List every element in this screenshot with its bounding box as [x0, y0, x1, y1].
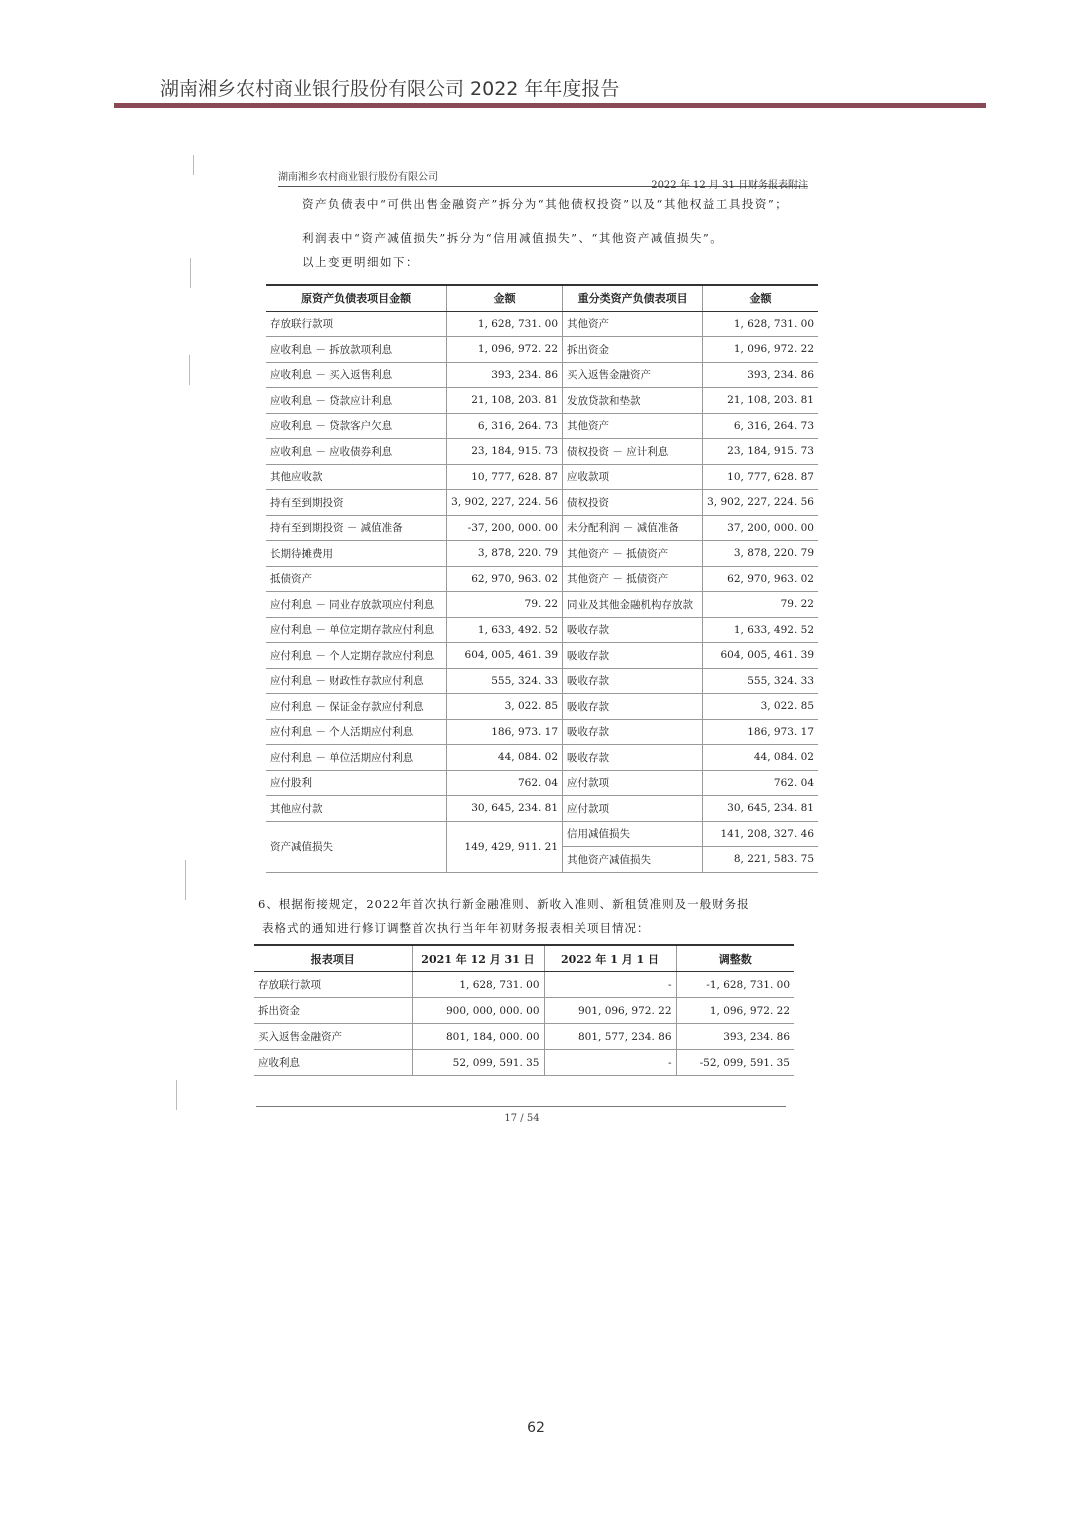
- table-row: [266, 515, 818, 541]
- scan-mark: [176, 1080, 177, 1110]
- adjustment-value: -1, 628, 731. 00: [676, 972, 794, 998]
- reclassified-amount: 762. 04: [703, 770, 818, 796]
- original-item: 应付利息 － 单位活期应付利息: [266, 745, 447, 771]
- original-amount: 555, 324. 33: [447, 668, 563, 694]
- inner-footer-rule: [256, 1106, 786, 1107]
- table-row: [266, 388, 818, 414]
- reclassified-item: 吸收存款: [563, 617, 703, 643]
- reclassified-item: 其他资产减值损失: [563, 847, 703, 873]
- original-item: 应收利息 － 贷款应计利息: [266, 388, 447, 414]
- column-header: 金额: [447, 285, 563, 311]
- adjustment-table: [254, 944, 794, 1076]
- column-header: 2021 年 12 月 31 日: [412, 945, 544, 972]
- table-row: [266, 566, 818, 592]
- reclassified-item: 应付款项: [563, 770, 703, 796]
- reclassified-amount: 1, 628, 731. 00: [703, 311, 818, 337]
- original-amount: 604, 005, 461. 39: [447, 643, 563, 669]
- value-2021-12-31: 52, 099, 591. 35: [412, 1050, 544, 1076]
- report-item: 存放联行款项: [254, 972, 412, 998]
- original-item: 持有至到期投资: [266, 490, 447, 516]
- original-item: 应收利息 － 买入返售利息: [266, 362, 447, 388]
- reclassified-item: 吸收存款: [563, 694, 703, 720]
- report-period: 2022 年 12 月 31 日财务报表附注: [651, 180, 808, 191]
- original-item: 抵债资产: [266, 566, 447, 592]
- scanned-page: [252, 158, 812, 1138]
- table-row: [266, 617, 818, 643]
- value-2021-12-31: 801, 184, 000. 00: [412, 1024, 544, 1050]
- reclassified-item: 同业及其他金融机构存放款: [563, 592, 703, 618]
- value-2021-12-31: 1, 628, 731. 00: [412, 972, 544, 998]
- reclassified-item: 债权投资 － 应计利息: [563, 439, 703, 465]
- reclassified-item: 信用减值损失: [563, 821, 703, 847]
- original-amount: 3, 878, 220. 79: [447, 541, 563, 567]
- paragraph-1: 资产负债表中“可供出售金融资产”拆分为“其他债权投资”以及“其他权益工具投资”；: [302, 197, 789, 211]
- table-row: [266, 719, 818, 745]
- original-item: 应收利息 － 应收债券利息: [266, 439, 447, 465]
- reclassified-amount: 79. 22: [703, 592, 818, 618]
- original-item: 持有至到期投资 － 减值准备: [266, 515, 447, 541]
- paragraph-2: 利润表中“资产减值损失”拆分为“信用减值损失”、“其他资产减值损失”。: [302, 231, 724, 245]
- header-rule: [114, 103, 986, 108]
- reclassified-amount: 8, 221, 583. 75: [703, 847, 818, 873]
- reclassified-item: 应付款项: [563, 796, 703, 822]
- original-item: 其他应收款: [266, 464, 447, 490]
- table-row: [266, 694, 818, 720]
- reclassified-item: 其他资产 － 抵债资产: [563, 541, 703, 567]
- original-item: 长期待摊费用: [266, 541, 447, 567]
- reclassified-amount: 555, 324. 33: [703, 668, 818, 694]
- original-amount: 6, 316, 264. 73: [447, 413, 563, 439]
- original-amount: 10, 777, 628. 87: [447, 464, 563, 490]
- table-row: [254, 1024, 794, 1050]
- original-amount: 3, 022. 85: [447, 694, 563, 720]
- reclassified-amount: 1, 633, 492. 52: [703, 617, 818, 643]
- company-name: 湖南湘乡农村商业银行股份有限公司: [278, 172, 438, 183]
- reclassified-item: 其他资产 － 抵债资产: [563, 566, 703, 592]
- original-amount: 79. 22: [447, 592, 563, 618]
- original-amount: 21, 108, 203. 81: [447, 388, 563, 414]
- value-2022-01-01: -: [544, 972, 676, 998]
- reclassified-item: 其他资产: [563, 311, 703, 337]
- table-row: [266, 745, 818, 771]
- reclassified-amount: 62, 970, 963. 02: [703, 566, 818, 592]
- value-2021-12-31: 900, 000, 000. 00: [412, 998, 544, 1024]
- table-row: [266, 311, 818, 337]
- table-row: [266, 643, 818, 669]
- table-row: [254, 972, 794, 998]
- table-row: [266, 413, 818, 439]
- table-row: [254, 1050, 794, 1076]
- reclassified-item: 拆出资金: [563, 337, 703, 363]
- original-item: 应收利息 － 贷款客户欠息: [266, 413, 447, 439]
- scan-mark: [189, 355, 190, 385]
- reclassified-amount: 3, 902, 227, 224. 56: [703, 490, 818, 516]
- reclassified-amount: 21, 108, 203. 81: [703, 388, 818, 414]
- table-row: [266, 668, 818, 694]
- adjustment-value: -52, 099, 591. 35: [676, 1050, 794, 1076]
- original-item: 应付利息 － 个人定期存款应付利息: [266, 643, 447, 669]
- column-header: 原资产负债表项目金额: [266, 285, 447, 311]
- reclassified-item: 应收款项: [563, 464, 703, 490]
- table-row: [266, 770, 818, 796]
- paragraph-5: 表格式的通知进行修订调整首次执行当年年初财务报表相关项目情况：: [262, 921, 650, 935]
- table-row: [266, 337, 818, 363]
- reclassified-item: 吸收存款: [563, 745, 703, 771]
- original-item: 应付利息 － 个人活期应付利息: [266, 719, 447, 745]
- column-header: 报表项目: [254, 945, 412, 972]
- report-item: 应收利息: [254, 1050, 412, 1076]
- reclassified-amount: 186, 973. 17: [703, 719, 818, 745]
- reclassified-amount: 393, 234. 86: [703, 362, 818, 388]
- scan-mark: [190, 258, 191, 288]
- table-row: [266, 796, 818, 822]
- original-amount: 3, 902, 227, 224. 56: [447, 490, 563, 516]
- table-row: [266, 464, 818, 490]
- original-item: 应收利息 － 拆放款项利息: [266, 337, 447, 363]
- reclassified-item: 买入返售金融资产: [563, 362, 703, 388]
- original-amount: 23, 184, 915. 73: [447, 439, 563, 465]
- column-header: 2022 年 1 月 1 日: [544, 945, 676, 972]
- original-item: 资产减值损失: [266, 821, 447, 872]
- reclassified-item: 吸收存款: [563, 643, 703, 669]
- table-row: [266, 821, 818, 847]
- original-item: 应付利息 － 单位定期存款应付利息: [266, 617, 447, 643]
- reclassified-amount: 30, 645, 234. 81: [703, 796, 818, 822]
- reclassified-amount: 3, 022. 85: [703, 694, 818, 720]
- column-header: 重分类资产负债表项目: [563, 285, 703, 311]
- paragraph-3: 以上变更明细如下：: [302, 255, 419, 269]
- reclassified-amount: 3, 878, 220. 79: [703, 541, 818, 567]
- original-item: 应付利息 － 同业存放款项应付利息: [266, 592, 447, 618]
- original-amount: 44, 084. 02: [447, 745, 563, 771]
- adjustment-value: 1, 096, 972. 22: [676, 998, 794, 1024]
- original-amount: 1, 096, 972. 22: [447, 337, 563, 363]
- reclassified-amount: 6, 316, 264. 73: [703, 413, 818, 439]
- scan-mark: [185, 860, 186, 900]
- reclassified-item: 其他资产: [563, 413, 703, 439]
- reclassified-item: 吸收存款: [563, 668, 703, 694]
- reclassified-amount: 37, 200, 000. 00: [703, 515, 818, 541]
- reclassified-item: 发放贷款和垫款: [563, 388, 703, 414]
- original-amount: 186, 973. 17: [447, 719, 563, 745]
- reclassified-amount: 44, 084. 02: [703, 745, 818, 771]
- reclassified-amount: 23, 184, 915. 73: [703, 439, 818, 465]
- table-row: [254, 998, 794, 1024]
- table-row: [266, 541, 818, 567]
- inner-page-number: 17 / 54: [504, 1113, 540, 1124]
- original-item: 应付利息 － 保证金存款应付利息: [266, 694, 447, 720]
- inner-header: [278, 166, 808, 191]
- scan-mark: [193, 155, 194, 175]
- table-row: [266, 362, 818, 388]
- paragraph-4: 6、根据衔接规定，2022年首次执行新金融准则、新收入准则、新租赁准则及一般财务报: [258, 897, 750, 911]
- original-amount: 30, 645, 234. 81: [447, 796, 563, 822]
- original-item: 应付股利: [266, 770, 447, 796]
- table-row: [266, 490, 818, 516]
- original-item: 应付利息 － 财政性存款应付利息: [266, 668, 447, 694]
- value-2022-01-01: 901, 096, 972. 22: [544, 998, 676, 1024]
- original-amount: -37, 200, 000. 00: [447, 515, 563, 541]
- reclassified-item: 债权投资: [563, 490, 703, 516]
- original-amount: 393, 234. 86: [447, 362, 563, 388]
- report-item: 买入返售金融资产: [254, 1024, 412, 1050]
- value-2022-01-01: 801, 577, 234. 86: [544, 1024, 676, 1050]
- original-amount: 762. 04: [447, 770, 563, 796]
- original-amount: 1, 628, 731. 00: [447, 311, 563, 337]
- column-header: 金额: [703, 285, 818, 311]
- reclassified-amount: 1, 096, 972. 22: [703, 337, 818, 363]
- original-amount: 149, 429, 911. 21: [447, 821, 563, 872]
- original-amount: 62, 970, 963. 02: [447, 566, 563, 592]
- adjustment-value: 393, 234. 86: [676, 1024, 794, 1050]
- original-item: 其他应付款: [266, 796, 447, 822]
- report-header: 湖南湘乡农村商业银行股份有限公司 2022 年年度报告: [160, 78, 620, 100]
- reclassified-amount: 604, 005, 461. 39: [703, 643, 818, 669]
- reclassified-item: 未分配利润 － 减值准备: [563, 515, 703, 541]
- table-row: [266, 592, 818, 618]
- original-item: 存放联行款项: [266, 311, 447, 337]
- report-item: 拆出资金: [254, 998, 412, 1024]
- table-row: [266, 439, 818, 465]
- original-amount: 1, 633, 492. 52: [447, 617, 563, 643]
- page-number: 62: [527, 1420, 545, 1436]
- reclassified-amount: 141, 208, 327. 46: [703, 821, 818, 847]
- value-2022-01-01: -: [544, 1050, 676, 1076]
- reclassification-table: [266, 284, 818, 873]
- reclassified-amount: 10, 777, 628. 87: [703, 464, 818, 490]
- column-header: 调整数: [676, 945, 794, 972]
- reclassified-item: 吸收存款: [563, 719, 703, 745]
